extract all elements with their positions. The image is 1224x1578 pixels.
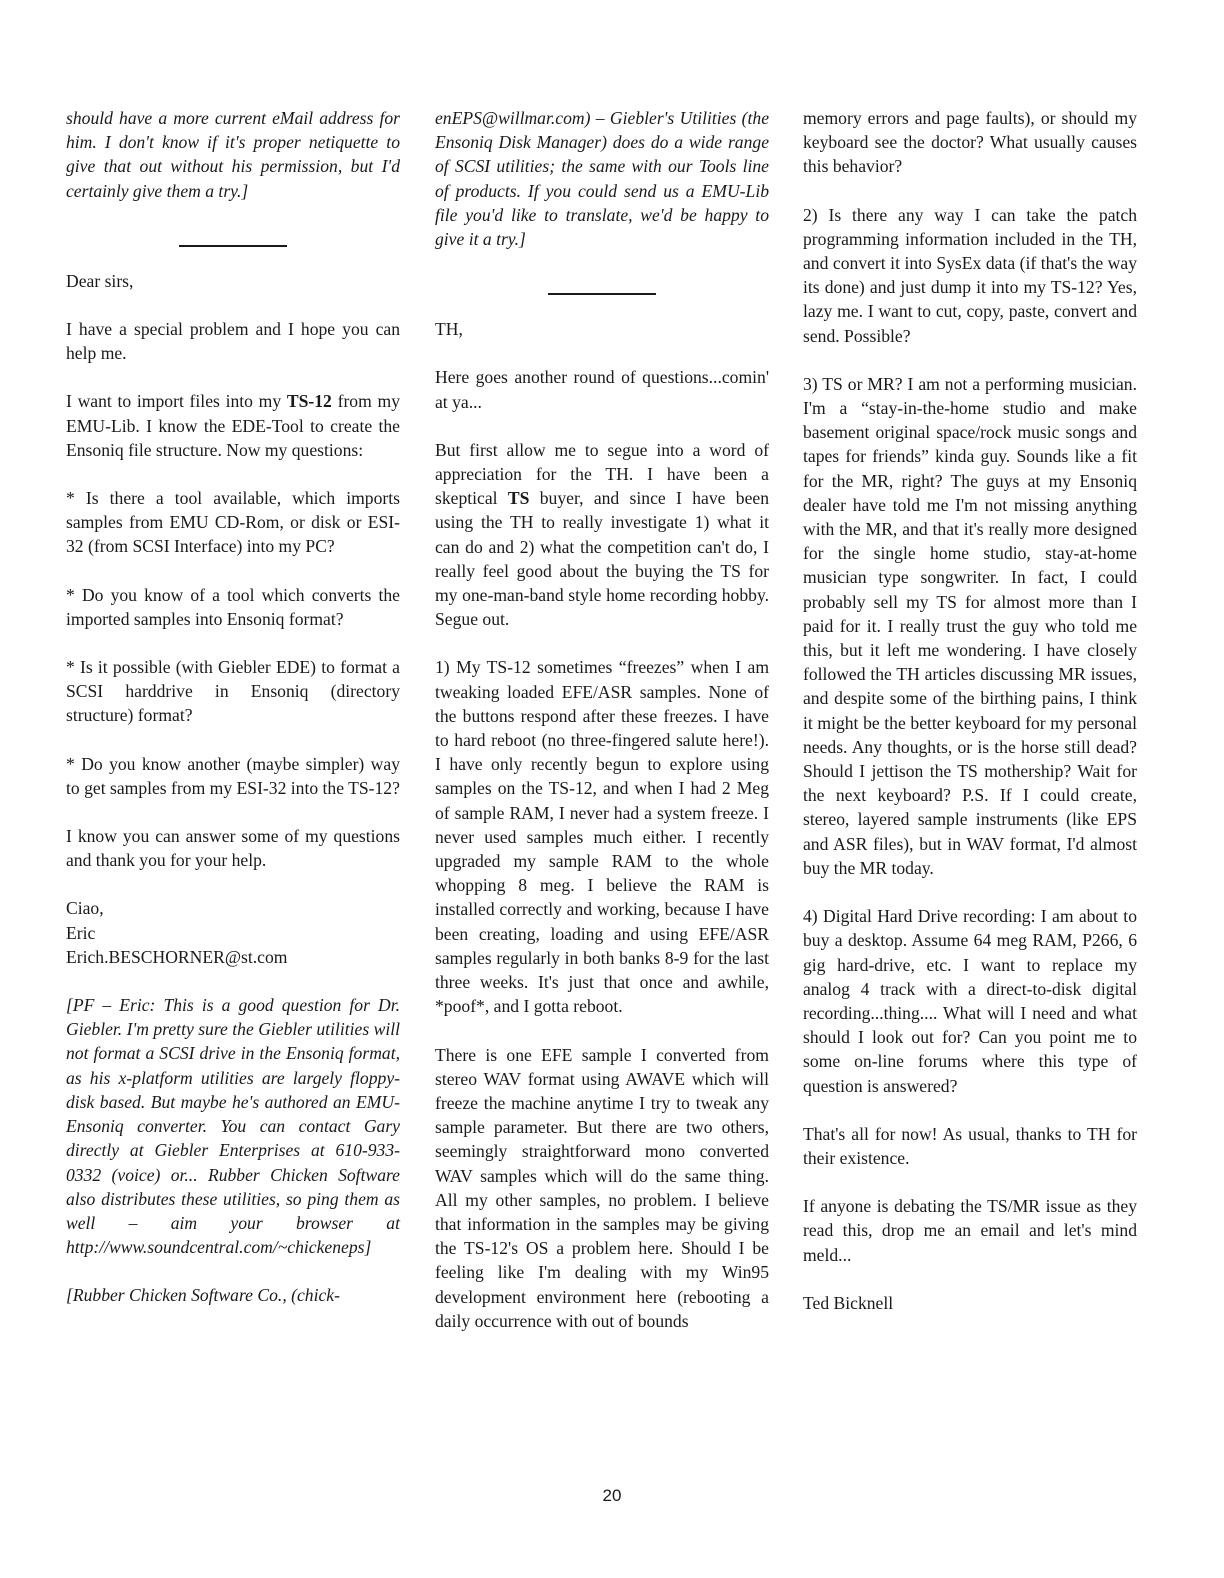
text-run: * Is it possible (with Giebler EDE) to format a SCSI harddrive in Ensoniq (directory structure) format? (66, 657, 400, 726)
editor-response-paragraph (66, 993, 400, 1259)
letter-paragraph (66, 752, 400, 800)
letter-paragraph (803, 904, 1137, 1098)
letter-paragraph (435, 438, 769, 632)
letter-paragraph (66, 269, 400, 293)
letter-paragraph (435, 655, 769, 1018)
text-run: I want to import files into my (66, 391, 287, 412)
text-run: [PF – Eric: This is a good question for Dr. Giebler. I'm pretty sure the Giebler utilities will not format a SCSI drive in the Ensoniq format, as his x-platform utilities are largely floppy-disk based. But maybe he's authored an EMU-Ensoniq converter. You can contact Gary directly at Giebler Enterprises at 610-933-0332 (voice) or... Rubber Chicken Software also distributes these utilities, so ping them as well – aim your browser at http://www.soundcentral.com/~chickeneps] (66, 995, 400, 1258)
text-run: 4) Digital Hard Drive recording: I am about to buy a desktop. Assume 64 meg RAM, P266, 6 gig hard-drive, etc. I want to replace my analog 4 track with a direct-to-disk digital recording...thing.... What will I need and what should I look out for? Can you point me to some on-line forums where this type of question is answered? (803, 906, 1137, 1096)
text-run: [Rubber Chicken Software Co., (chick- (66, 1285, 340, 1306)
text-run: 1) My TS-12 sometimes “freezes” when I am tweaking loaded EFE/ASR samples. None of the buttons respond after these freezes. I have to hard reboot (no three-fingered salute here!). I have only recently begun to explore using samples on the TS-12, and when I had 2 Meg of sample RAM, I never had a system freeze. I never used samples much either. I recently upgraded my sample RAM to the whole whopping 8 meg. I believe the RAM is installed correctly and working, because I have been creating, loading and using EFE/ASR samples regularly in both banks 8-9 for the last three weeks. It's just that once and awhile, *poof*, and I gotta reboot. (435, 657, 769, 1017)
text-run: enEPS@willmar.com) – Giebler's Utilities (the Ensoniq Disk Manager) does do a wide range of SCSI utilities; the same with our Tools line of products. If you could send us a EMU-Lib file you'd like to translate, we'd be happy to give it a try.] (435, 108, 769, 250)
text-run: * Is there a tool available, which imports samples from EMU CD-Rom, or disk or ESI-32 (from SCSI Interface) into my PC? (66, 488, 400, 557)
text-run: If anyone is debating the TS/MR issue as they read this, drop me an email and let's mind meld... (803, 1196, 1137, 1265)
letter-paragraph (803, 1122, 1137, 1170)
text-run: That's all for now! As usual, thanks to TH for their existence. (803, 1123, 1137, 1168)
signature-line: Ted Bicknell (803, 1292, 894, 1313)
text-run: 2) Is there any way I can take the patch programming information included in the TH, and convert it into SysEx data (if that's the way its done) and just dump it into my TS-12? Yes, lazy me. I want to cut, copy, paste, convert and send. Possible? (803, 204, 1137, 346)
text-run: from my EMU-Lib. I know the EDE-Tool to create the Ensoniq file structure. Now my questions: (66, 391, 400, 460)
text-run: Here goes another round of questions...comin' at ya... (435, 367, 769, 412)
column-3 (803, 106, 1137, 1339)
section-divider-rule (548, 293, 656, 295)
column-1 (66, 106, 400, 1332)
column-2 (435, 106, 769, 1357)
letter-paragraph (66, 486, 400, 559)
bold-text: TS-12 (286, 391, 332, 412)
editor-response-paragraph (435, 106, 769, 251)
letter-paragraph (803, 106, 1137, 179)
editor-response-paragraph (66, 1283, 400, 1307)
text-run: memory errors and page faults), or should my keyboard see the doctor? What usually causes this behavior? (803, 108, 1137, 177)
signature-block (66, 896, 400, 969)
signature-line: Eric (66, 922, 96, 943)
letter-paragraph (66, 583, 400, 631)
text-run: 3) TS or MR? I am not a performing musician. I'm a “stay-in-the-home studio and make basement original space/rock music songs and tapes for friends” kinda guy. Sounds like a fit for the MR, right? The guys at my Ensoniq dealer have told me I'm not missing anything with the MR, and that it's really more designed for the single home studio, stay-at-home musician type songwriter. In fact, I could probably sell my TS for almost more than I paid for it. I really trust the guy who told me this, but it left me wondering. I have closely followed the TH articles discussing MR issues, and despite some of the birthing pains, I think it might be the better keyboard for my personal needs. Any thoughts, or is the horse still dead? Should I jettison the TS mothership? Wait for the next keyboard? P.S. If I could create, stereo, layered sample instruments (like EPS and ASR files), but in WAV format, I'd almost buy the MR today. (803, 373, 1137, 878)
signature-block (803, 1291, 1137, 1315)
letter-paragraph (803, 372, 1137, 880)
text-run: * Do you know of a tool which converts the imported samples into Ensoniq format? (66, 584, 400, 629)
letter-paragraph (803, 203, 1137, 348)
text-run: But first allow me to segue into a word of appreciation for the TH. I have been a skeptical (435, 439, 769, 509)
bold-text: TS (507, 488, 530, 509)
text-run: should have a more current eMail address for him. I don't know if it's proper netiquette to give that out without his permission, but I'd certainly give them a try.] (66, 108, 400, 201)
letter-paragraph (66, 389, 400, 462)
page-number: 20 (602, 1486, 622, 1505)
letter-paragraph (435, 365, 769, 413)
text-run: Dear sirs, (66, 270, 134, 291)
signature-line: Ciao, (66, 898, 104, 919)
text-run: TH, (435, 319, 463, 340)
section-divider-rule (179, 245, 287, 247)
text-run: buyer, and since I have been using the TH to really investigate 1) what it can do and 2) what the competition can't do, I really feel good about the buying the TS for my one-man-band style home recording hobby. Segue out. (435, 488, 769, 630)
letter-paragraph (435, 317, 769, 341)
letter-paragraph (803, 1194, 1137, 1267)
text-run: * Do you know another (maybe simpler) way to get samples from my ESI-32 into the TS-12? (66, 753, 400, 798)
text-run: I have a special problem and I hope you can help me. (66, 319, 400, 364)
letter-paragraph (66, 824, 400, 872)
signature-line: Erich.BESCHORNER@st.com (66, 946, 288, 967)
letter-paragraph (66, 317, 400, 365)
letter-paragraph (66, 655, 400, 728)
text-run: I know you can answer some of my questions and thank you for your help. (66, 826, 400, 871)
letter-paragraph (435, 1043, 769, 1333)
editor-response-paragraph (66, 106, 400, 203)
text-run: There is one EFE sample I converted from stereo WAV format using AWAVE which will freeze the machine anytime I try to tweak any sample parameter. But there are two others, seemingly straightforward mono converted WAV samples which will do the same thing. All my other samples, no problem. I believe that information in the samples may be giving the TS-12's OS a problem here. Should I be feeling like I'm dealing with my Win95 development environment here (rebooting a daily occurrence with out of bounds (435, 1044, 769, 1331)
